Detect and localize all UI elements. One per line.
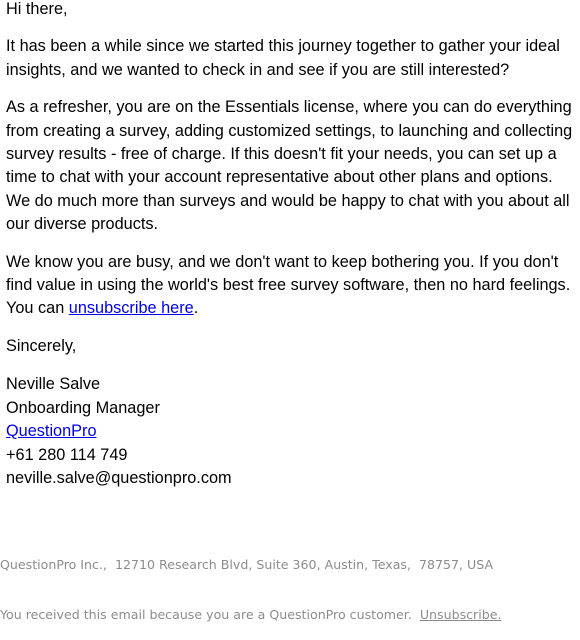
footer-unsubscribe-link[interactable]: Unsubscribe. (419, 606, 502, 622)
sign-off: Sincerely, (6, 336, 77, 355)
paragraph-intro: It has been a while since we started this journey together to gather your ideal insights, and we wanted to check in and see if you are still interested? (6, 37, 560, 79)
paragraph-unsubscribe-period: . (193, 299, 199, 318)
greeting: Hi there, (6, 0, 68, 18)
paragraph-unsubscribe (6, 251, 580, 321)
unsubscribe-here-link[interactable]: unsubscribe here (68, 299, 194, 318)
signature-name: Neville Salve (6, 375, 101, 394)
footer-address: QuestionPro Inc., 12710 Research Blvd, Suite 360, Austin, Texas, 78757, USA (0, 557, 494, 572)
paragraph-unsubscribe-text: We know you are busy, and we don't want to keep bothering you. If you don't find value in using the world's best free survey software, then no hard feelings. You can (6, 252, 571, 318)
footer-reason-line (0, 607, 580, 624)
email-footer (0, 524, 580, 640)
footer-reason: You received this email because you are a QuestionPro customer. (0, 606, 420, 622)
paragraph-license: As a refresher, you are on the Essentials license, where you can do everything from creating a survey, adding customized settings, to launching and collecting survey results - free of charge. If this doesn't fit your needs, you can set up a time to chat with your account representative about other plans and options. We do much more than surveys and would be happy to chat with you about all our diverse products. (6, 98, 573, 234)
signature-block (6, 373, 580, 490)
signature-phone: +61 280 114 749 (6, 445, 128, 464)
company-link[interactable]: QuestionPro (6, 422, 97, 441)
signature-title: Onboarding Manager (6, 398, 160, 417)
signature-email: neville.salve@questionpro.com (6, 468, 232, 487)
